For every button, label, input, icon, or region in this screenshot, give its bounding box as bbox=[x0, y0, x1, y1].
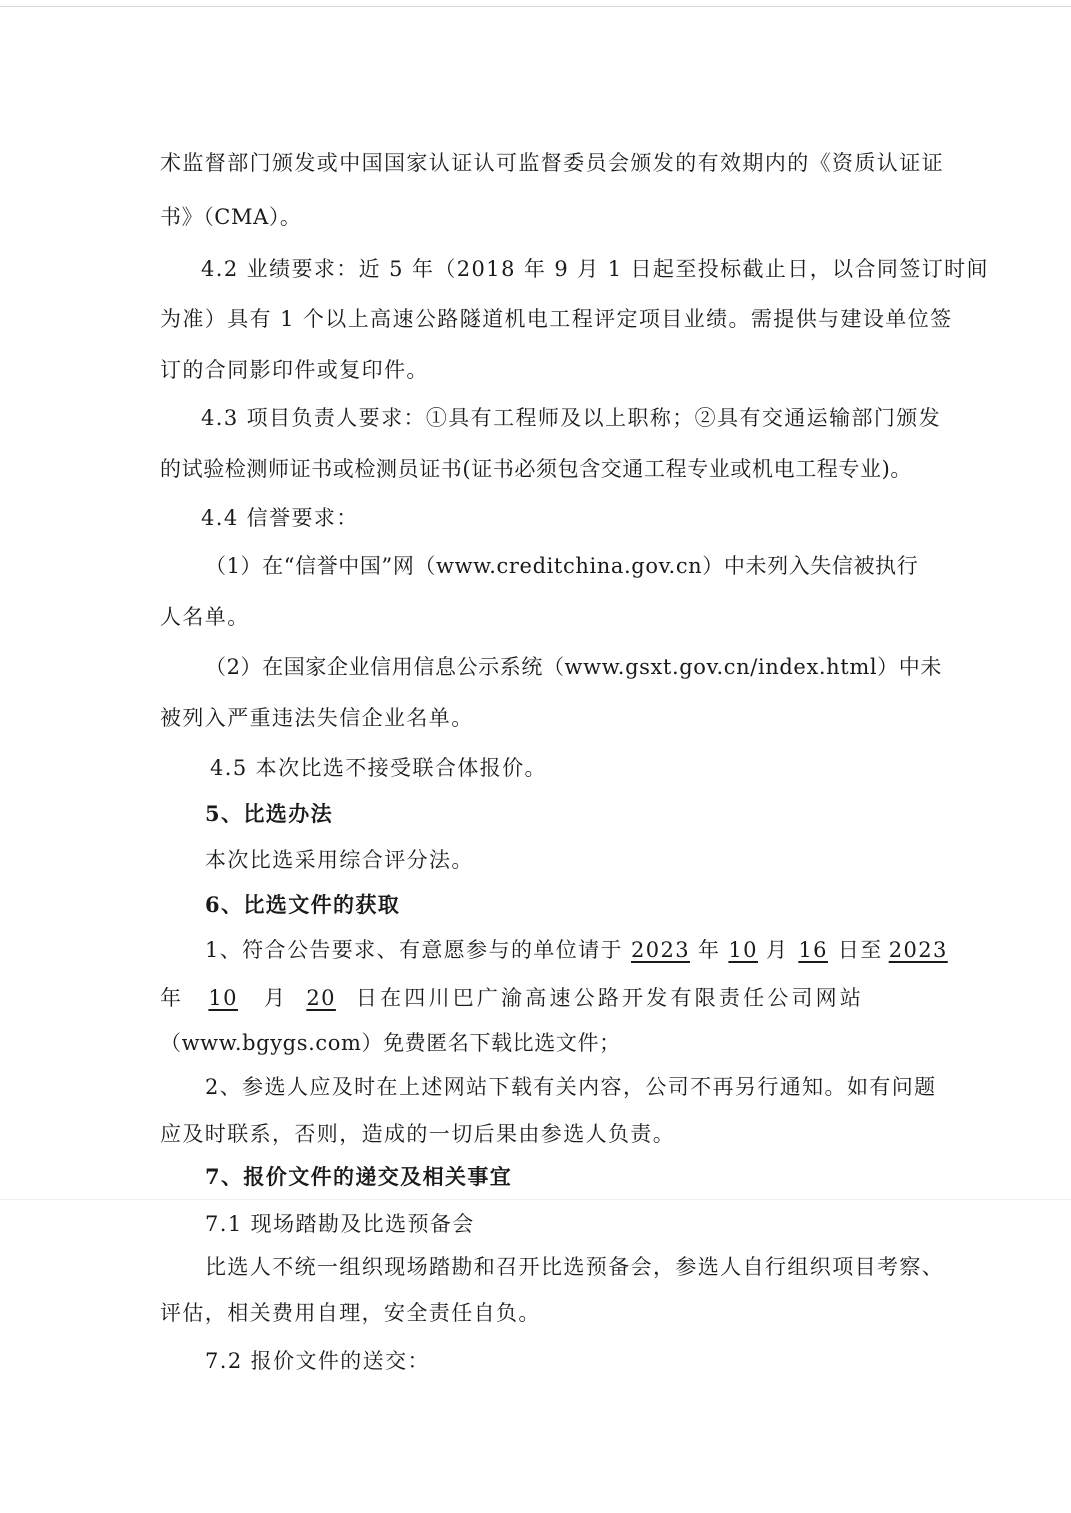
text-line: 比选人不统一组织现场踏勘和召开比选预备会，参选人自行组织项目考察、 bbox=[205, 1255, 945, 1279]
text-line: 评估，相关费用自理，安全责任自负。 bbox=[160, 1301, 541, 1325]
text-line bbox=[160, 983, 864, 1013]
text-line: 为准）具有 1 个以上高速公路隧道机电工程评定项目业绩。需提供与建设单位签 bbox=[160, 307, 953, 331]
scan-fold-line bbox=[0, 1199, 1071, 1200]
text-line: 本次比选采用综合评分法。 bbox=[205, 848, 474, 872]
text-run: 月 bbox=[263, 986, 287, 1010]
text-run: 1、符合公告要求、有意愿参与的单位请于 bbox=[205, 938, 623, 962]
text-line: 人名单。 bbox=[160, 605, 250, 629]
text-run: 月 bbox=[765, 938, 789, 962]
text-line: （2）在国家企业信用信息公示系统（www.gsxt.gov.cn/index.html）中未 bbox=[205, 655, 942, 679]
section-heading: 6、比选文件的获取 bbox=[205, 892, 401, 917]
text-line: （1）在“信誉中国”网（www.creditchina.gov.cn）中未列入失信被执行 bbox=[205, 554, 919, 578]
section-heading: 7、报价文件的递交及相关事宜 bbox=[205, 1164, 513, 1189]
text-line bbox=[205, 935, 954, 965]
text-line: 7.1 现场踏勘及比选预备会 bbox=[205, 1212, 475, 1236]
text-run: 年 bbox=[698, 938, 721, 962]
text-run: 年 bbox=[160, 986, 183, 1010]
date-year-start: 2023 bbox=[630, 938, 691, 962]
text-run: 日至 bbox=[837, 938, 883, 962]
text-line: 被列入严重违法失信企业名单。 bbox=[160, 706, 474, 730]
text-line: 的试验检测师证书或检测员证书(证书必须包含交通工程专业或机电工程专业)。 bbox=[160, 457, 912, 481]
text-line: 订的合同影印件或复印件。 bbox=[160, 358, 429, 382]
text-line: 2、参选人应及时在上述网站下载有关内容，公司不再另行通知。如有问题 bbox=[205, 1075, 937, 1099]
text-line: 4.3 项目负责人要求：①具有工程师及以上职称；②具有交通运输部门颁发 bbox=[201, 406, 942, 430]
text-line: 4.5 本次比选不接受联合体报价。 bbox=[210, 756, 547, 780]
date-month-end: 10 bbox=[208, 986, 238, 1010]
section-heading: 5、比选办法 bbox=[205, 801, 334, 826]
text-run: 日在四川巴广渝高速公路开发有限责任公司网站 bbox=[355, 986, 865, 1010]
text-line: 4.4 信誉要求： bbox=[201, 506, 359, 530]
text-line: 应及时联系，否则，造成的一切后果由参选人负责。 bbox=[160, 1122, 676, 1146]
date-year-end: 2023 bbox=[888, 938, 948, 962]
scan-edge-top bbox=[0, 6, 1071, 7]
date-month-start: 10 bbox=[728, 938, 758, 962]
text-line: 4.2 业绩要求：近 5 年（2018 年 9 月 1 日起至投标截止日，以合同签订时间 bbox=[201, 257, 989, 281]
text-line: 术监督部门颁发或中国国家认证认可监督委员会颁发的有效期内的《资质认证证 bbox=[160, 151, 944, 175]
text-line: 书》（CMA）。 bbox=[160, 205, 302, 229]
text-line: 7.2 报价文件的送交： bbox=[205, 1349, 430, 1373]
text-line: （www.bgygs.com）免费匿名下载比选文件； bbox=[160, 1031, 621, 1055]
date-day-end: 20 bbox=[306, 986, 336, 1010]
date-day-start: 16 bbox=[798, 938, 828, 962]
